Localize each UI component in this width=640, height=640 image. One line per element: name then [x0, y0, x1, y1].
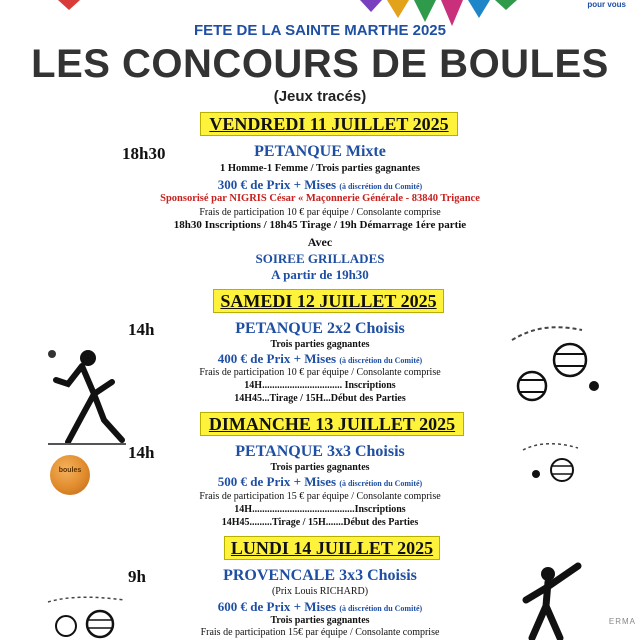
- game-rules: Trois parties gagnantes: [270, 462, 370, 473]
- boules-illustration: [502, 320, 606, 406]
- boules-small-illustration: [518, 440, 588, 490]
- schedule-line: 14H45.........Tirage / 15H.......Début des Parties: [221, 517, 419, 528]
- prize-amount: 300 € de Prix + Mises: [217, 177, 337, 192]
- bunting-flag: [58, 0, 80, 10]
- game-title: PETANQUE Mixte: [254, 143, 386, 160]
- throwing-player-illustration: [512, 560, 592, 640]
- game-rules: 1 Homme-1 Femme / Trois parties gagnantes: [219, 163, 421, 174]
- day-time: 14h: [128, 443, 155, 462]
- schedule-line: 14H45...Tirage / 15H...Début des Parties: [234, 393, 406, 404]
- day-time: 18h30: [122, 144, 166, 163]
- fee-line: Frais de participation 15 € par équipe / Consolante comprise: [199, 491, 441, 502]
- game-title: PETANQUE 2x2 Choisis: [235, 320, 405, 337]
- bunting-flag: [387, 0, 409, 18]
- watermark-text: ERMA: [608, 617, 636, 626]
- day-band-lundi: [224, 536, 440, 560]
- prize-amount: 500 € de Prix + Mises: [217, 474, 337, 489]
- prize-note: (à discrétion du Comité): [339, 356, 423, 365]
- sponsor-line: Sponsorisé par NIGRIS César « Maçonnerie Générale - 83840 Trigance: [160, 193, 480, 204]
- game-rules: Trois parties gagnantes: [270, 615, 370, 626]
- ball-label: boules: [58, 467, 82, 474]
- game-title: PETANQUE 3x3 Choisis: [235, 443, 405, 460]
- bunting-flag: [495, 0, 517, 10]
- bunting-flag: [414, 0, 436, 22]
- prize-line: [0, 177, 640, 193]
- prix-louis-richard: (Prix Louis RICHARD): [271, 586, 369, 597]
- prize-note: (à discrétion du Comité): [339, 604, 423, 613]
- jeux-traces-label: (Jeux tracés): [273, 88, 367, 105]
- schedule-line: 14H................................ Inscriptions: [244, 380, 396, 391]
- grillades-label: SOIREE GRILLADES: [255, 251, 385, 266]
- day-date: LUNDI 14 JUILLET 2025: [230, 538, 434, 558]
- day-band-samedi: [213, 289, 444, 313]
- bunting-flag: [468, 0, 490, 18]
- day-date: DIMANCHE 13 JUILLET 2025: [208, 414, 456, 434]
- fee-line: Frais de participation 10 € par équipe / Consolante comprise: [199, 207, 441, 218]
- sponsor-logo-text: pour vous: [587, 0, 626, 9]
- prize-note: (à discrétion du Comité): [339, 479, 423, 488]
- bunting-flag: [360, 0, 382, 12]
- grillades-time: A partir de 19h30: [271, 267, 369, 282]
- event-subtitle: FETE DE LA SAINTE MARTHE 2025: [194, 22, 446, 39]
- day-date: SAMEDI 12 JUILLET 2025: [220, 291, 437, 311]
- fee-line: Frais de participation 10 € par équipe / Consolante comprise: [199, 367, 441, 378]
- boules-bottom-illustration: [44, 594, 130, 640]
- day-band-vendredi: [200, 112, 458, 136]
- game-rules: Trois parties gagnantes: [270, 339, 370, 350]
- schedule-line: 14H.........................................Inscriptions: [234, 504, 406, 515]
- game-title: PROVENCALE 3x3 Choisis: [223, 567, 417, 584]
- avec-label: Avec: [307, 235, 333, 249]
- prize-note: (à discrétion du Comité): [339, 182, 423, 191]
- boule-ball-logo: [50, 455, 90, 495]
- prize-amount: 600 € de Prix + Mises: [217, 599, 337, 614]
- day-time: 9h: [128, 567, 146, 586]
- petanque-player-illustration: [38, 344, 128, 448]
- fee-line: Frais de participation 15€ par équipe / Consolante comprise: [200, 627, 440, 638]
- prize-amount: 400 € de Prix + Mises: [217, 351, 337, 366]
- schedule-line: 18h30 Inscriptions / 18h45 Tirage / 19h Démarrage 1ére partie: [173, 219, 467, 231]
- day-time: 14h: [128, 320, 155, 339]
- day-band-dimanche: [200, 412, 464, 436]
- page-title: LES CONCOURS DE BOULES: [31, 42, 609, 86]
- day-date: VENDREDI 11 JUILLET 2025: [209, 114, 449, 134]
